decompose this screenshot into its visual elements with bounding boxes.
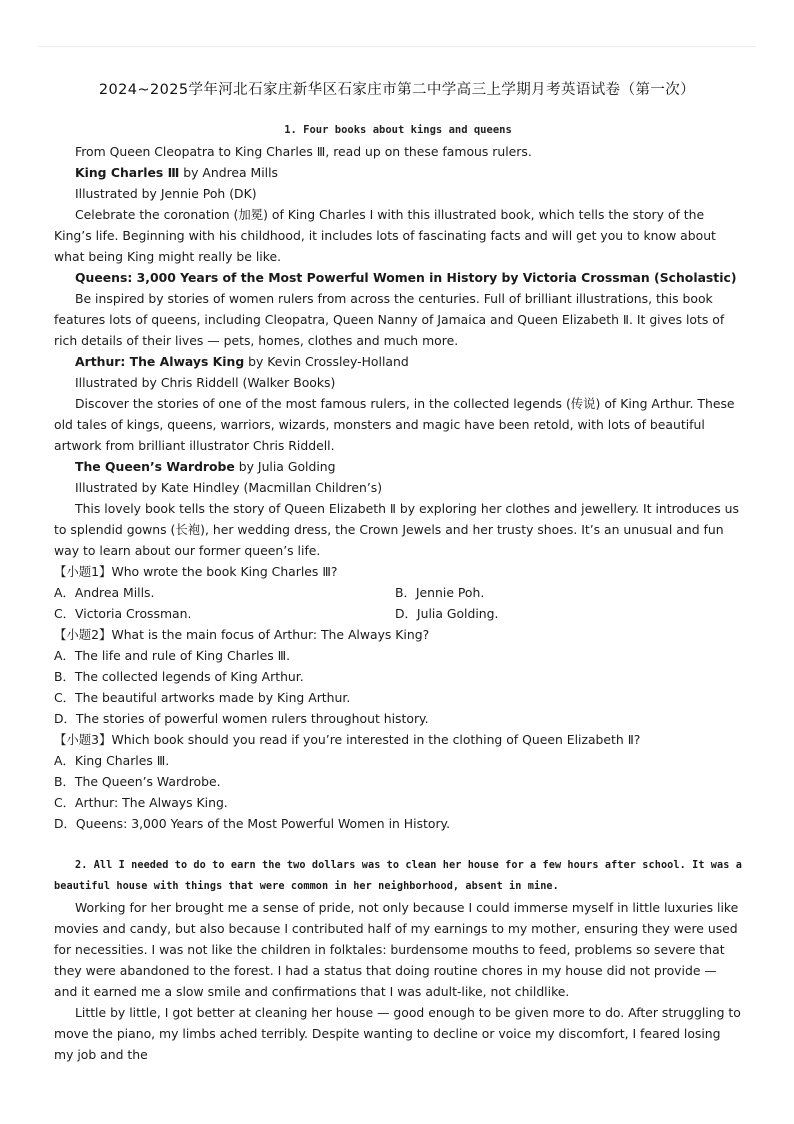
book-4-illustrator: Illustrated by Kate Hindley (Macmillan Children’s) — [75, 480, 383, 495]
question-3-option-d[interactable]: D．Queens: 3,000 Years of the Most Powerful Women in History. — [54, 816, 451, 831]
header-divider — [38, 46, 756, 47]
section-1-heading: 1. Four books about kings and queens — [284, 124, 512, 136]
question-2-option-b[interactable]: B．The collected legends of King Arthur. — [54, 669, 304, 684]
book-3-title: Arthur: The Always King — [75, 354, 245, 369]
book-2-description: Be inspired by stories of women rulers from across the centuries. Full of brilliant illustrations, this book features lots of queens, including Cleopatra, Queen Nanny of Jamaica and Queen Elizabeth Ⅱ. It gives lots of rich details of their lives — pets, homes, clothes and much more. — [54, 291, 725, 348]
book-1-author: by Andrea Mills — [179, 165, 279, 180]
book-1-description: Celebrate the coronation (加冕) of King Charles I with this illustrated book, which tells the story of the King’s life. Beginning with his childhood, it includes lots of fascinating facts and will get you to know about what being King might really be like. — [54, 207, 716, 264]
question-1-stem: 【小题1】Who wrote the book King Charles Ⅲ? — [54, 564, 338, 579]
question-1-options-row-1 — [54, 582, 742, 603]
book-3-illustrator: Illustrated by Chris Riddell (Walker Books) — [75, 375, 336, 390]
section-2-paragraph-2: Little by little, I got better at cleaning her house — good enough to be given more to do. After struggling to move the piano, my limbs ached terribly. Despite wanting to decline or voice my discomfort, I feared losing my job and the — [54, 1005, 741, 1062]
question-1-option-c[interactable]: C．Victoria Crossman. — [54, 606, 192, 621]
question-2-option-d[interactable]: D．The stories of powerful women rulers throughout history. — [54, 711, 429, 726]
question-1-option-a[interactable]: A．Andrea Mills. — [54, 585, 155, 600]
section-1-intro: From Queen Cleopatra to King Charles Ⅲ, read up on these famous rulers. — [75, 144, 532, 159]
book-2-title: Queens: 3,000 Years of the Most Powerful Women in History by Victoria Crossman (Scholastic) — [75, 270, 737, 285]
question-3-option-c[interactable]: C．Arthur: The Always King. — [54, 795, 228, 810]
question-2-stem: 【小题2】What is the main focus of Arthur: The Always King? — [54, 627, 430, 642]
book-3-author: by Kevin Crossley-Holland — [244, 354, 409, 369]
section-gap — [54, 834, 742, 855]
question-3-option-a[interactable]: A．King Charles Ⅲ. — [54, 753, 170, 768]
question-1-option-b[interactable]: B．Jennie Poh. — [395, 585, 485, 600]
book-4-title: The Queen’s Wardrobe — [75, 459, 235, 474]
question-1-options-row-2 — [54, 603, 742, 624]
book-4-author: by Julia Golding — [234, 459, 336, 474]
book-1-illustrator: Illustrated by Jennie Poh (DK) — [75, 186, 257, 201]
section-2-paragraph-1: Working for her brought me a sense of pride, not only because I could immerse myself in little luxuries like movies and candy, but also because I contributed half of my earnings to my mother, ensuring they were used for necessities. I was not like the children in folktales: burdensome mouths to feed, problems so severe that they were abandoned to the forest. I had a status that doing routine chores in my house did not provide — and it earned me a slow smile and confirmations that I was adult-like, not childlike. — [54, 900, 739, 999]
question-2-option-c[interactable]: C．The beautiful artworks made by King Arthur. — [54, 690, 351, 705]
question-2-option-a[interactable]: A．The life and rule of King Charles Ⅲ. — [54, 648, 291, 663]
section-2-heading: 2. All I needed to do to earn the two dollars was to clean her house for a few hours after school. It was a beautiful house with things that were common in her neighborhood, absent in mine. — [54, 860, 742, 892]
book-1-title: King Charles Ⅲ — [75, 165, 180, 180]
book-4-title-line — [54, 456, 742, 477]
question-1-option-d[interactable]: D．Julia Golding. — [395, 606, 499, 621]
book-3-description: Discover the stories of one of the most famous rulers, in the collected legends (传说) of King Arthur. These old tales of kings, queens, warriors, wizards, monsters and magic have been retold, with lots of beautiful artwork from brilliant illustrator Chris Riddell. — [54, 396, 735, 453]
page-title: 2024~2025学年河北石家庄新华区石家庄市第二中学高三上学期月考英语试卷（第一次） — [98, 82, 696, 98]
book-1-title-line — [54, 162, 742, 183]
question-3-option-b[interactable]: B．The Queen’s Wardrobe. — [54, 774, 221, 789]
document-body — [54, 120, 742, 1065]
book-3-title-line — [54, 351, 742, 372]
question-3-stem: 【小题3】Which book should you read if you’re interested in the clothing of Queen Elizabeth Ⅱ? — [54, 732, 641, 747]
book-4-description: This lovely book tells the story of Queen Elizabeth Ⅱ by exploring her clothes and jewellery. It introduces us to splendid gowns (长袍), her wedding dress, the Crown Jewels and her trusty shoes. It’s an unusual and fun way to learn about our former queen’s life. — [54, 501, 739, 558]
